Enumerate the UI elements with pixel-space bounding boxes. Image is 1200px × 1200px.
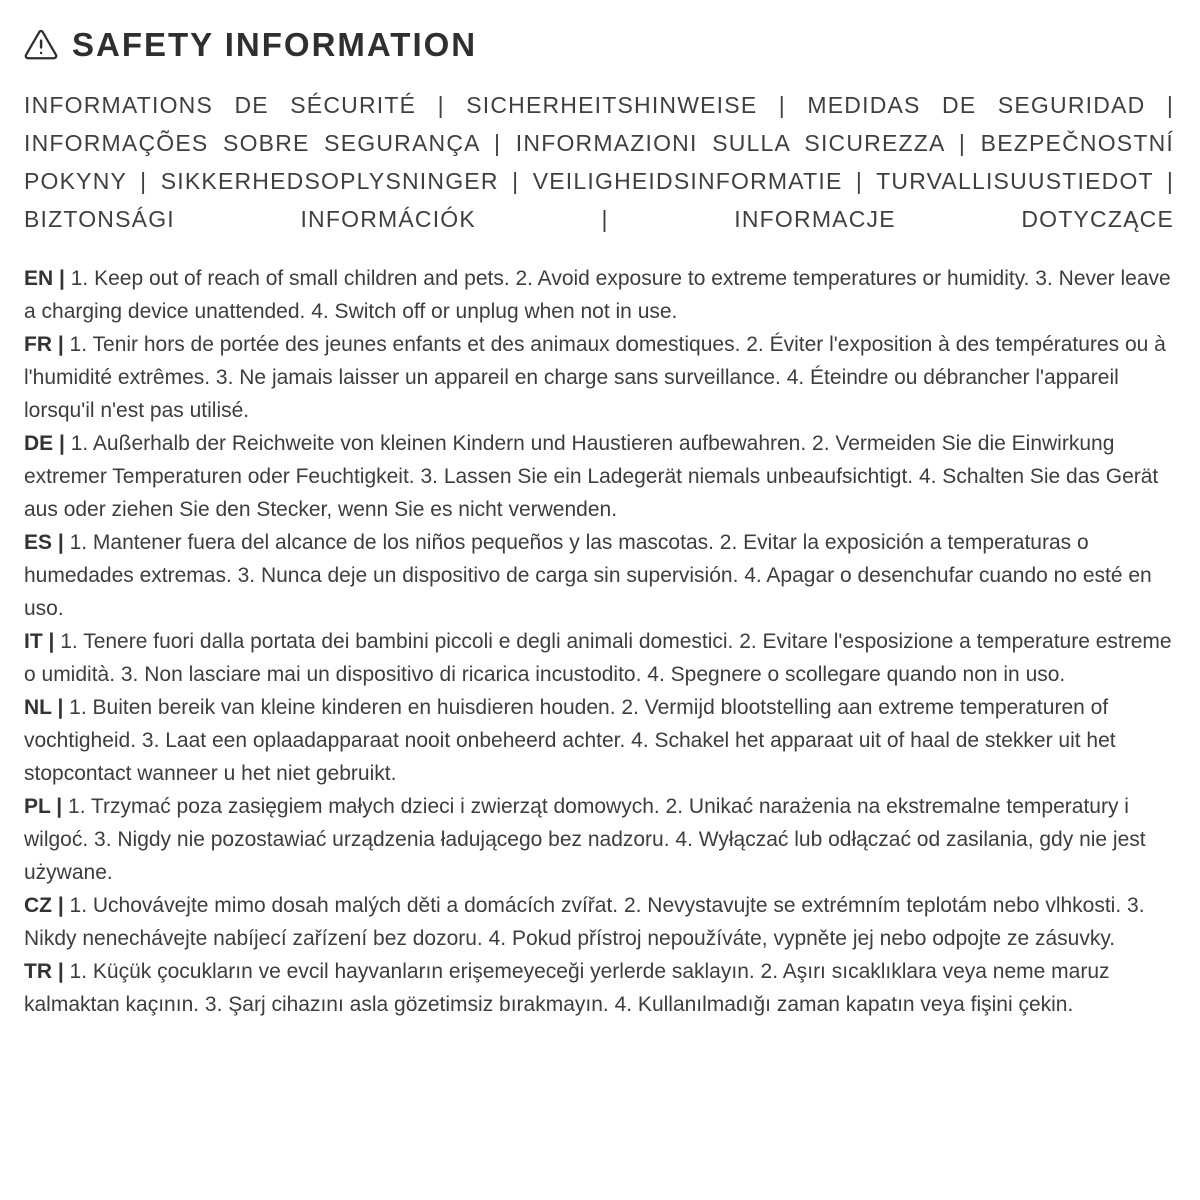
section-text-nl: 1. Buiten bereik van kleine kinderen en huisdieren houden. 2. Vermijd blootstelling aan extreme temperaturen of vochtigheid. 3. Laat een oplaadapparaat nooit onbeheerd achter. 4. Schakel het apparaat uit of haal de stekker uit het stopcontact wanneer u het niet gebruikt. bbox=[24, 696, 1116, 785]
section-text-fr: 1. Tenir hors de portée des jeunes enfants et des animaux domestiques. 2. Éviter l'exposition à des températures ou à l'humidité extrêmes. 3. Ne jamais laisser un appareil en charge sans surveillance. 4. Éteindre ou débrancher l'appareil lorsqu'il n'est pas utilisé. bbox=[24, 333, 1166, 422]
section-text-it: 1. Tenere fuori dalla portata dei bambini piccoli e degli animali domestici. 2. Evitare l'esposizione a temperature estreme o umidità. 3. Non lasciare mai un dispositivo di ricarica incustodito. 4. Spegnere o scollegare quando non in uso. bbox=[24, 630, 1172, 686]
section-text-en: 1. Keep out of reach of small children and pets. 2. Avoid exposure to extreme temperatures or humidity. 3. Never leave a charging device unattended. 4. Switch off or unplug when not in use. bbox=[24, 267, 1171, 323]
section-en bbox=[24, 262, 1174, 328]
language-code-tr: TR | bbox=[24, 960, 64, 983]
page-title: SAFETY INFORMATION bbox=[72, 26, 478, 63]
page-header bbox=[24, 26, 1174, 64]
language-code-de: DE | bbox=[24, 432, 65, 455]
languages-header: INFORMATIONS DE SÉCURITÉ | SICHERHEITSHINWEISE | MEDIDAS DE SEGURIDAD | INFORMAÇÕES SOBRE SEGURANÇA | INFORMAZIONI SULLA SICUREZZA | BEZPEČNOSTNÍ POKYNY | SIKKERHEDSOPLYSNINGER | VEILIGHEIDSINFORMATIE | TURVALLISUUSTIEDOT | BIZTONSÁGI INFORMÁCIÓK | INFORMACJE DOTYCZĄCE bbox=[24, 92, 1174, 232]
section-tr bbox=[24, 955, 1174, 1021]
language-code-nl: NL | bbox=[24, 696, 64, 719]
section-fr bbox=[24, 328, 1174, 427]
section-es bbox=[24, 526, 1174, 625]
language-code-fr: FR | bbox=[24, 333, 64, 356]
section-de bbox=[24, 427, 1174, 526]
section-text-cz: 1. Uchovávejte mimo dosah malých děti a domácích zvířat. 2. Nevystavujte se extrémním teplotám nebo vlhkosti. 3. Nikdy nenechávejte nabíjecí zařízení bez dozoru. 4. Pokud přístroj nepoužíváte, vypněte jej nebo odpojte ze zásuvky. bbox=[24, 894, 1145, 950]
section-pl bbox=[24, 790, 1174, 889]
language-code-pl: PL | bbox=[24, 795, 63, 818]
section-text-de: 1. Außerhalb der Reichweite von kleinen Kindern und Haustieren aufbewahren. 2. Vermeiden Sie die Einwirkung extremer Temperaturen oder Feuchtigkeit. 3. Lassen Sie ein Ladegerät niemals unbeaufsichtigt. 4. Schalten Sie das Gerät aus oder ziehen Sie den Stecker, wenn Sie es nicht verwenden. bbox=[24, 432, 1159, 521]
section-text-es: 1. Mantener fuera del alcance de los niños pequeños y las mascotas. 2. Evitar la exposición a temperaturas o humedades extremas. 3. Nunca deje un dispositivo de carga sin supervisión. 4. Apagar o desenchufar cuando no esté en uso. bbox=[24, 531, 1152, 620]
language-code-it: IT | bbox=[24, 630, 55, 653]
language-code-es: ES | bbox=[24, 531, 64, 554]
language-code-cz: CZ | bbox=[24, 894, 64, 917]
section-text-tr: 1. Küçük çocukların ve evcil hayvanların erişemeyeceği yerlerde saklayın. 2. Aşırı sıcaklıklara veya neme maruz kalmaktan kaçının. 3. Şarj cihazını asla gözetimsiz bırakmayın. 4. Kullanılmadığı zaman kapatın veya fişini çekin. bbox=[24, 960, 1110, 1016]
safety-sections bbox=[24, 262, 1174, 1021]
language-code-en: EN | bbox=[24, 267, 65, 290]
section-cz bbox=[24, 889, 1174, 955]
section-nl bbox=[24, 691, 1174, 790]
section-it bbox=[24, 625, 1174, 691]
warning-triangle-icon bbox=[24, 29, 58, 61]
section-text-pl: 1. Trzymać poza zasięgiem małych dzieci i zwierząt domowych. 2. Unikać narażenia na ekstremalne temperatury i wilgoć. 3. Nigdy nie pozostawiać urządzenia ładującego bez nadzoru. 4. Wyłączać lub odłączać od zasilania, gdy nie jest używane. bbox=[24, 795, 1146, 884]
